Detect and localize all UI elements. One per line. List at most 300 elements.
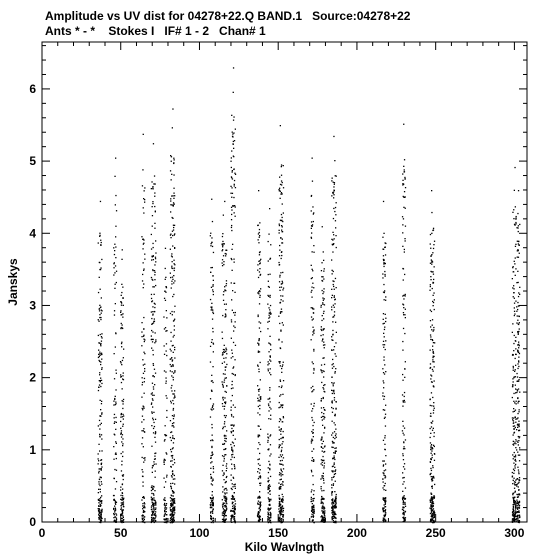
data-point [114, 417, 115, 418]
data-point [320, 335, 321, 336]
data-point [152, 467, 153, 468]
data-point [403, 466, 404, 467]
data-point [122, 403, 123, 404]
data-point [121, 382, 122, 383]
data-point [101, 403, 102, 404]
data-point [155, 261, 156, 262]
data-point [513, 429, 514, 430]
data-point [170, 200, 171, 201]
data-point [312, 181, 313, 182]
data-point [514, 460, 515, 461]
data-point [99, 428, 100, 429]
data-point [152, 286, 153, 287]
data-point [270, 499, 271, 500]
data-point [431, 264, 432, 265]
data-point [383, 380, 384, 381]
data-point [279, 518, 280, 519]
data-point [324, 304, 325, 305]
data-point [518, 225, 519, 226]
data-point [223, 300, 224, 301]
data-point [519, 316, 520, 317]
data-point [433, 412, 434, 413]
data-point [514, 261, 515, 262]
data-point [122, 324, 123, 325]
data-point [153, 354, 154, 355]
data-point [321, 486, 322, 487]
data-point [173, 379, 174, 380]
data-point [144, 341, 145, 342]
data-point [512, 332, 513, 333]
data-point [313, 350, 314, 351]
data-point [403, 166, 404, 167]
data-point [171, 516, 172, 517]
data-point [141, 236, 142, 237]
data-point [143, 268, 144, 269]
data-point [173, 320, 174, 321]
data-point [170, 486, 171, 487]
data-point [383, 319, 384, 320]
data-point [402, 509, 403, 510]
data-point [332, 393, 333, 394]
data-point [152, 400, 153, 401]
data-point [154, 274, 155, 275]
data-point [224, 382, 225, 383]
data-point [153, 412, 154, 413]
data-point [331, 390, 332, 391]
data-point [283, 519, 284, 520]
data-point [173, 397, 174, 398]
data-point [518, 471, 519, 472]
data-point [259, 508, 260, 509]
data-point [258, 369, 259, 370]
data-point [430, 286, 431, 287]
data-point [384, 327, 385, 328]
data-point [122, 520, 123, 521]
data-point [385, 243, 386, 244]
data-point [334, 346, 335, 347]
data-point [430, 437, 431, 438]
data-point [385, 435, 386, 436]
data-point [431, 509, 432, 510]
data-point [144, 353, 145, 354]
data-point [258, 520, 259, 521]
data-point [151, 490, 152, 491]
data-point [404, 159, 405, 160]
data-point [259, 252, 260, 253]
data-point [260, 503, 261, 504]
data-point [282, 474, 283, 475]
data-point [321, 326, 322, 327]
data-point [99, 277, 100, 278]
data-point [514, 432, 515, 433]
data-point [174, 512, 175, 513]
data-point [142, 248, 143, 249]
data-point [165, 268, 166, 269]
data-point [311, 297, 312, 298]
data-point [322, 339, 323, 340]
data-point [174, 347, 175, 348]
data-point [382, 509, 383, 510]
data-point [231, 464, 232, 465]
data-point [281, 447, 282, 448]
data-point [232, 450, 233, 451]
data-point [432, 465, 433, 466]
data-point [433, 356, 434, 357]
data-point [335, 504, 336, 505]
data-point [154, 196, 155, 197]
data-point [333, 437, 334, 438]
data-point [279, 501, 280, 502]
data-point [222, 363, 223, 364]
data-point [142, 169, 143, 170]
data-point [258, 426, 259, 427]
data-point [281, 252, 282, 253]
data-point [320, 516, 321, 517]
data-point [430, 276, 431, 277]
data-point [432, 448, 433, 449]
data-point [269, 469, 270, 470]
data-point [170, 437, 171, 438]
data-point [434, 299, 435, 300]
data-point [232, 136, 233, 137]
data-point [155, 504, 156, 505]
data-point [268, 461, 269, 462]
data-point [164, 354, 165, 355]
data-point [279, 402, 280, 403]
data-point [154, 307, 155, 308]
data-point [518, 379, 519, 380]
data-point [123, 479, 124, 480]
data-point [514, 167, 515, 168]
data-point [141, 430, 142, 431]
data-point [260, 295, 261, 296]
data-point [513, 393, 514, 394]
data-point [312, 226, 313, 227]
data-point [518, 361, 519, 362]
data-point [432, 319, 433, 320]
data-point [211, 381, 212, 382]
data-point [122, 249, 123, 250]
data-point [154, 270, 155, 271]
data-point [225, 435, 226, 436]
data-point [116, 282, 117, 283]
data-point [516, 494, 517, 495]
data-point [122, 495, 123, 496]
data-point [280, 198, 281, 199]
data-point [281, 166, 282, 167]
data-point [403, 448, 404, 449]
x-tick-label: 300 [504, 526, 525, 540]
data-point [165, 327, 166, 328]
data-point [431, 512, 432, 513]
data-point [166, 398, 167, 399]
data-point [231, 510, 232, 511]
data-point [170, 449, 171, 450]
data-point [403, 279, 404, 280]
data-point [333, 208, 334, 209]
data-point [432, 502, 433, 503]
data-point [115, 257, 116, 258]
data-point [332, 442, 333, 443]
data-point [153, 507, 154, 508]
data-point [144, 259, 145, 260]
data-point [213, 408, 214, 409]
data-point [259, 260, 260, 261]
data-point [311, 339, 312, 340]
data-point [280, 519, 281, 520]
data-point [332, 421, 333, 422]
data-point [170, 249, 171, 250]
data-point [213, 280, 214, 281]
data-point [171, 519, 172, 520]
data-point [403, 500, 404, 501]
data-point [121, 292, 122, 293]
data-point [518, 502, 519, 503]
data-point [121, 302, 122, 303]
data-point [212, 479, 213, 480]
data-point [517, 417, 518, 418]
data-point [282, 300, 283, 301]
data-point [384, 504, 385, 505]
data-point [335, 235, 336, 236]
data-point [98, 511, 99, 512]
data-point [173, 260, 174, 261]
data-point [320, 369, 321, 370]
data-point [402, 380, 403, 381]
data-point [324, 451, 325, 452]
data-point [231, 157, 232, 158]
data-point [151, 487, 152, 488]
data-point [402, 180, 403, 181]
data-point [281, 372, 282, 373]
data-point [213, 466, 214, 467]
data-point [151, 507, 152, 508]
data-point [231, 207, 232, 208]
data-point [166, 343, 167, 344]
data-point [101, 341, 102, 342]
data-point [514, 190, 515, 191]
data-point [517, 227, 518, 228]
data-point [283, 510, 284, 511]
data-point [268, 342, 269, 343]
data-point [282, 217, 283, 218]
data-point [225, 501, 226, 502]
data-point [114, 250, 115, 251]
data-point [514, 225, 515, 226]
data-point [223, 349, 224, 350]
data-point [430, 271, 431, 272]
data-point [210, 474, 211, 475]
data-point [403, 441, 404, 442]
data-point [311, 439, 312, 440]
data-point [233, 374, 234, 375]
data-point [279, 290, 280, 291]
data-point [321, 262, 322, 263]
data-point [516, 500, 517, 501]
data-point [322, 315, 323, 316]
data-point [222, 315, 223, 316]
data-point [152, 314, 153, 315]
data-point [98, 390, 99, 391]
data-point [280, 460, 281, 461]
data-point [171, 402, 172, 403]
data-point [403, 459, 404, 460]
data-point [226, 283, 227, 284]
data-point [336, 507, 337, 508]
data-point [281, 470, 282, 471]
data-point [120, 417, 121, 418]
data-point [164, 291, 165, 292]
data-point [174, 319, 175, 320]
data-point [259, 291, 260, 292]
data-point [232, 496, 233, 497]
data-point [385, 490, 386, 491]
data-point [213, 497, 214, 498]
data-point [213, 508, 214, 509]
data-point [269, 297, 270, 298]
data-point [434, 366, 435, 367]
data-point [335, 429, 336, 430]
data-point [258, 501, 259, 502]
data-point [331, 377, 332, 378]
data-point [385, 511, 386, 512]
data-point [267, 304, 268, 305]
data-point [434, 432, 435, 433]
data-point [331, 350, 332, 351]
data-point [223, 294, 224, 295]
data-point [515, 502, 516, 503]
data-point [172, 360, 173, 361]
data-point [166, 518, 167, 519]
data-point [233, 366, 234, 367]
data-point [402, 477, 403, 478]
data-point [233, 259, 234, 260]
data-point [404, 333, 405, 334]
data-point [402, 184, 403, 185]
data-point [115, 226, 116, 227]
data-point [512, 494, 513, 495]
data-point [224, 361, 225, 362]
data-point [333, 506, 334, 507]
data-point [232, 171, 233, 172]
data-point [281, 309, 282, 310]
data-point [516, 282, 517, 283]
data-point [515, 257, 516, 258]
data-point [270, 244, 271, 245]
data-point [235, 488, 236, 489]
data-point [383, 399, 384, 400]
data-point [433, 361, 434, 362]
data-point [172, 393, 173, 394]
data-point [260, 509, 261, 510]
data-point [331, 309, 332, 310]
data-point [171, 387, 172, 388]
data-point [122, 489, 123, 490]
data-point [323, 376, 324, 377]
data-point [210, 416, 211, 417]
data-point [170, 170, 171, 171]
data-point [224, 286, 225, 287]
data-point [213, 518, 214, 519]
data-point [280, 347, 281, 348]
data-point [383, 333, 384, 334]
data-point [235, 187, 236, 188]
data-point [172, 400, 173, 401]
data-point [322, 456, 323, 457]
data-point [223, 475, 224, 476]
data-point [516, 441, 517, 442]
data-point [268, 281, 269, 282]
data-point [173, 479, 174, 480]
data-point [151, 318, 152, 319]
data-point [279, 421, 280, 422]
data-point [513, 480, 514, 481]
data-point [123, 503, 124, 504]
data-point [225, 448, 226, 449]
data-point [515, 244, 516, 245]
data-point [270, 419, 271, 420]
data-point [334, 462, 335, 463]
data-point [431, 496, 432, 497]
data-point [171, 287, 172, 288]
data-point [226, 364, 227, 365]
data-point [518, 366, 519, 367]
data-point [114, 254, 115, 255]
data-point [513, 478, 514, 479]
data-point [172, 476, 173, 477]
data-point [172, 364, 173, 365]
data-point [513, 292, 514, 293]
data-point [336, 437, 337, 438]
data-point [515, 348, 516, 349]
data-point [223, 387, 224, 388]
data-point [115, 501, 116, 502]
data-point [513, 266, 514, 267]
data-point [153, 247, 154, 248]
data-point [322, 293, 323, 294]
data-point [213, 351, 214, 352]
data-point [155, 432, 156, 433]
data-point [313, 514, 314, 515]
data-point [171, 255, 172, 256]
data-point [99, 305, 100, 306]
data-point [231, 428, 232, 429]
data-point [280, 272, 281, 273]
data-point [312, 507, 313, 508]
data-point [311, 442, 312, 443]
data-point [259, 408, 260, 409]
data-point [231, 150, 232, 151]
data-point [115, 402, 116, 403]
data-point [311, 499, 312, 500]
data-point [234, 508, 235, 509]
data-point [122, 328, 123, 329]
data-point [155, 442, 156, 443]
data-point [101, 500, 102, 501]
data-point [313, 333, 314, 334]
data-point [513, 504, 514, 505]
data-point [332, 412, 333, 413]
y-tick-label: 0 [29, 515, 36, 529]
data-point [280, 406, 281, 407]
data-point [154, 490, 155, 491]
data-point [383, 387, 384, 388]
data-point [518, 411, 519, 412]
data-point [98, 453, 99, 454]
data-point [279, 188, 280, 189]
data-point [232, 456, 233, 457]
data-point [432, 480, 433, 481]
